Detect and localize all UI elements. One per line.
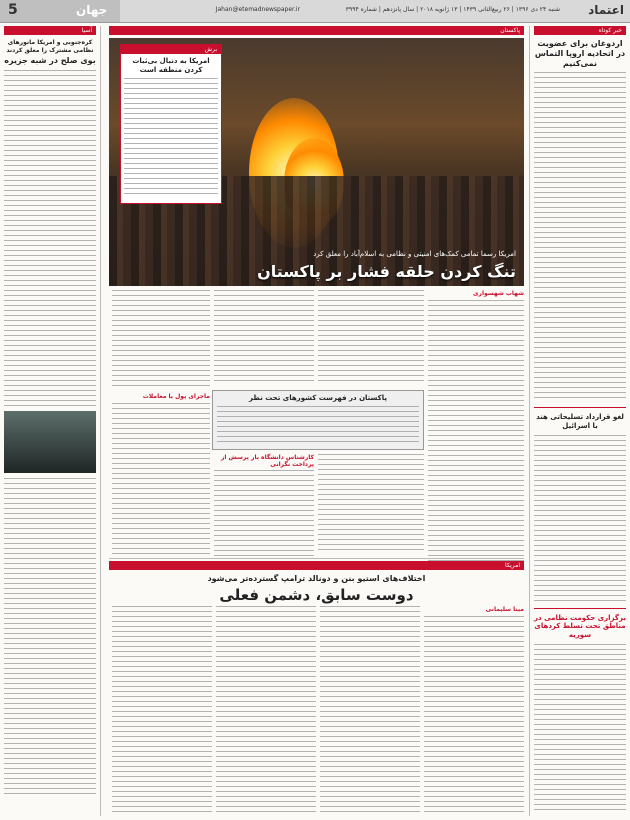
right-column: [534, 26, 626, 814]
left-column-title: بوی صلح در شبه جزیره: [4, 56, 96, 65]
main-col-2b-body: [318, 454, 424, 554]
callout-box: [212, 390, 424, 450]
right-column-body: [534, 72, 626, 402]
author-name: شهاب شهسواری: [473, 290, 524, 297]
section-banner: [0, 0, 120, 22]
bottom-kicker: اختلاف‌های استیو بنن و دونالد ترامپ گسترده‌تر می‌شود: [207, 574, 426, 583]
main-col-3: [214, 290, 314, 382]
column-divider: [529, 26, 530, 816]
left-column-photo: [4, 411, 96, 473]
bottom-col-3-body: [216, 606, 316, 816]
date-line: شنبه ۲۴ دی ۱۳۹۶ | ۲۶ ربیع‌الثانی ۱۴۳۹ | ۱۳ ژانویه ۲۰۱۸ | سال پانزدهم | شماره ۳۹۹۴: [345, 6, 560, 13]
main-col-3b: [214, 454, 314, 560]
left-column: [4, 26, 96, 794]
main-tag: پاکستان: [109, 26, 524, 35]
bottom-col-1-body: [424, 616, 524, 816]
main-col-3b-body: [214, 470, 314, 560]
inset-title: امریکا به دنبال بی‌ثبات کردن منطقه است: [132, 57, 210, 74]
inset-body: [124, 78, 218, 196]
photo-headline: تنگ کردن حلقه فشار بر پاکستان: [257, 262, 516, 281]
right-column-tag: خبر کوتاه: [534, 26, 626, 35]
bottom-tag: امریکا: [109, 561, 524, 570]
bottom-col-1: [424, 606, 524, 816]
crosshead-1: ماجرای پول یا معاملات: [142, 393, 210, 400]
main-col-4: [112, 290, 210, 563]
inset-tag: برش: [121, 45, 221, 54]
email-address[interactable]: Jahan@etemadnewspaper.ir: [215, 6, 300, 13]
photo-kicker: امریکا رسما تمامی کمک‌های امنیتی و نظامی به اسلام‌آباد را معلق کرد: [313, 250, 516, 258]
story2-body: [534, 435, 626, 603]
main-col-3-body: [214, 290, 314, 382]
left-column-body: [4, 70, 96, 406]
story3-body: [534, 644, 626, 814]
bottom-col-4-body: [112, 606, 212, 816]
inset-box: [120, 44, 222, 204]
bottom-col-2-body: [320, 606, 420, 816]
divider: [534, 407, 626, 408]
left-column-tag: آسیا: [4, 26, 96, 35]
newspaper-logo: اعتماد: [588, 3, 624, 17]
main-col-2b: [318, 454, 424, 554]
main-col-2-body: [318, 290, 424, 382]
main-col-4-body: [112, 290, 210, 390]
callout-title: پاکستان در فهرست کشورهای تحت نظر: [249, 394, 387, 402]
page-header: [0, 0, 630, 23]
column-divider: [100, 26, 101, 816]
bottom-author: مینا سلیمانی: [485, 606, 524, 613]
main-col-4-body-2: [112, 403, 210, 563]
section-title: جهان: [76, 3, 108, 17]
left-column-kicker: کره‌جنوبی و امریکا مانورهای نظامی مشترک را معلق کردند: [6, 39, 94, 54]
section-divider: [109, 558, 524, 559]
bottom-headline: دوست سابق، دشمن فعلی: [219, 586, 414, 604]
callout-body: [217, 406, 419, 444]
right-column-title: اردوغان برای عضویت در اتحادیه اروپا التماس نمی‌کنیم: [534, 39, 626, 68]
divider: [534, 608, 626, 609]
story3-title: برگزاری حکومت نظامی در مناطق تحت تسلط کردهای سوریه: [534, 613, 626, 639]
main-col-1-body: [428, 300, 524, 562]
crosshead-2: کارشناس دانشگاه بار پرسش از پرداخت نگرانی: [220, 454, 314, 468]
main-col-1: [428, 290, 524, 562]
main-col-2: [318, 290, 424, 382]
left-column-body-2: [4, 478, 96, 794]
page-number: 5: [8, 2, 18, 18]
story2-title: لغو قرارداد تسلیحاتی هند با اسرائیل: [536, 413, 624, 430]
